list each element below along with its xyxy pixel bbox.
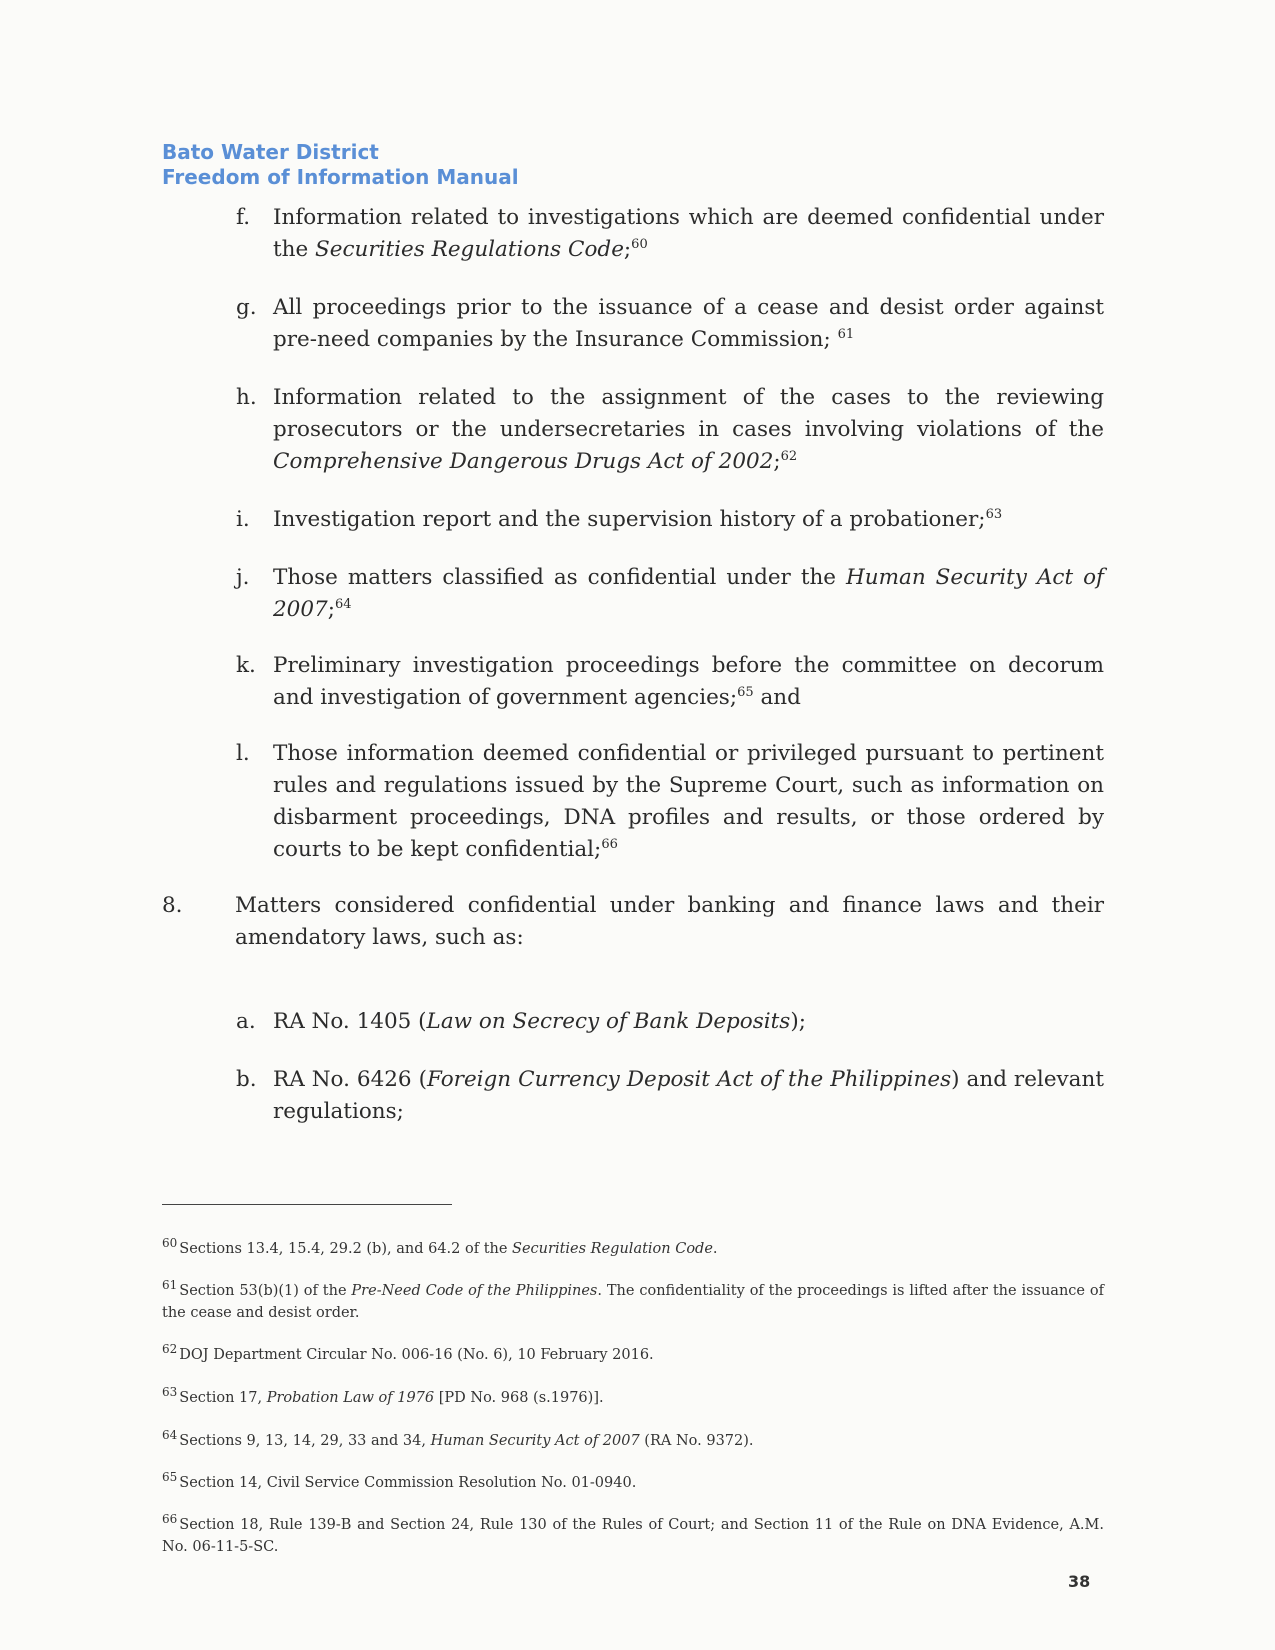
footnote-reference: 65 — [737, 685, 754, 700]
footnote-reference: 60 — [631, 237, 648, 252]
footnote-italic-text: Securities Regulation Code — [512, 1241, 713, 1257]
item-text-end: ); — [790, 1009, 806, 1034]
item-text: Information related to investigations which are deemed confidential under the — [273, 205, 1104, 262]
numbered-item — [162, 890, 1104, 954]
footnote-text: Sections 13.4, 15.4, 29.2 (b), and 64.2 of the — [179, 1241, 513, 1257]
list-item — [236, 504, 1104, 536]
footnote — [162, 1430, 1104, 1452]
list-marker: h. — [236, 385, 257, 410]
footnote-text-end: . — [712, 1241, 718, 1257]
item-text: RA No. 1405 ( — [273, 1009, 427, 1034]
footnote-text: Section 17, — [179, 1390, 267, 1406]
footnote — [162, 1472, 1104, 1494]
footnote-reference: 66 — [601, 837, 618, 852]
item-text: All proceedings prior to the issuance of a cease and desist order against pre-need companies by the Insurance Commission; — [273, 295, 1104, 352]
item-text: RA No. 6426 ( — [273, 1067, 427, 1092]
footnote-italic-text: Human Security Act of 2007 — [430, 1433, 640, 1449]
footnote — [162, 1514, 1104, 1558]
numbered-text: Matters considered confidential under banking and finance laws and their amendatory laws, such as: — [235, 893, 1104, 950]
footnote — [162, 1238, 1104, 1260]
footnote — [162, 1280, 1104, 1324]
footnote-text: DOJ Department Circular No. 006-16 (No. 6), 10 February 2016. — [179, 1347, 654, 1363]
footnote-reference: 62 — [780, 449, 798, 464]
footnote-separator — [162, 1204, 452, 1205]
item-italic-text: Comprehensive Dangerous Drugs Act of 2002 — [273, 449, 774, 474]
header-organization: Bato Water District — [162, 140, 379, 164]
item-italic-text: Human Security Act of 2007 — [273, 565, 1104, 622]
list-marker: g. — [236, 295, 257, 320]
list-item — [236, 202, 1104, 266]
list-item — [236, 650, 1104, 714]
numbered-marker: 8. — [162, 893, 183, 918]
footnote — [162, 1387, 1104, 1409]
list-marker: l. — [236, 741, 250, 766]
list-marker: f. — [236, 205, 251, 230]
item-text: Those matters classified as confidential under the — [273, 565, 847, 590]
footnote-number: 61 — [162, 1278, 178, 1292]
list-item — [236, 382, 1104, 478]
footnote-number: 66 — [162, 1512, 178, 1526]
item-italic-text: Securities Regulations Code — [315, 237, 624, 262]
item-text-end: ; — [623, 237, 632, 262]
footnote-italic-text: Probation Law of 1976 — [266, 1390, 435, 1406]
list-marker: k. — [236, 653, 256, 678]
item-italic-text: Foreign Currency Deposit Act of the Philippines — [426, 1067, 952, 1092]
item-text: Information related to the assignment of the cases to the reviewing prosecutors or the undersecretaries in cases involving violations of the — [273, 385, 1104, 442]
sub-list-item — [236, 1006, 1104, 1038]
list-marker: i. — [236, 507, 250, 532]
footnote-text: Section 14, Civil Service Commission Resolution No. 01-0940. — [179, 1475, 637, 1491]
footnote-text: Section 18, Rule 139-B and Section 24, Rule 130 of the Rules of Court; and Section 11 of the Rule on DNA Evidence, A.M. No. 06-11-5-SC. — [162, 1517, 1104, 1555]
header-manual-title: Freedom of Information Manual — [162, 165, 519, 189]
footnote-reference: 63 — [985, 507, 1003, 522]
footnote-number: 60 — [162, 1236, 178, 1250]
item-text: Those information deemed confidential or privileged pursuant to pertinent rules and regulations issued by the Supreme Court, such as information on disbarment proceedings, DNA profiles and results, or those ordered by courts to be kept confidential; — [273, 741, 1104, 862]
page-number: 38 — [1068, 1572, 1091, 1591]
document-header — [162, 140, 519, 190]
list-item — [236, 292, 1104, 356]
footnote-text-end: . The confidentiality of the proceedings is lifted after the issuance of the cease and desist order. — [162, 1283, 1104, 1321]
item-text: Investigation report and the supervision history of a probationer; — [273, 507, 986, 532]
list-marker: j. — [236, 565, 250, 590]
item-italic-text: Law on Secrecy of Bank Deposits — [426, 1009, 791, 1034]
footnote-reference: 61 — [837, 327, 855, 342]
footnote-number: 64 — [162, 1428, 178, 1442]
footnote — [162, 1344, 1104, 1366]
item-text-end: and — [753, 685, 801, 710]
footnote-italic-text: Pre-Need Code of the Philippines — [351, 1283, 598, 1299]
list-item — [236, 562, 1104, 626]
list-marker: a. — [236, 1009, 256, 1034]
footnote-text: Sections 9, 13, 14, 29, 33 and 34, — [179, 1433, 431, 1449]
list-marker: b. — [236, 1067, 257, 1092]
footnote-text-end: [PD No. 968 (s.1976)]. — [434, 1390, 604, 1406]
item-text-end: ) and relevant regulations; — [273, 1067, 1104, 1124]
item-text-end: ; — [327, 597, 335, 622]
item-text: Preliminary investigation proceedings before the committee on decorum and investigation of government agencies; — [273, 653, 1104, 710]
item-text-end: ; — [773, 449, 781, 474]
sub-list-item — [236, 1064, 1104, 1128]
footnote-number: 63 — [162, 1385, 178, 1399]
footnote-number: 65 — [162, 1470, 178, 1484]
footnote-number: 62 — [162, 1342, 178, 1356]
list-item — [236, 738, 1104, 866]
footnote-text-end: (RA No. 9372). — [639, 1433, 754, 1449]
footnote-text: Section 53(b)(1) of the — [179, 1283, 352, 1299]
footnote-reference: 64 — [334, 597, 352, 612]
